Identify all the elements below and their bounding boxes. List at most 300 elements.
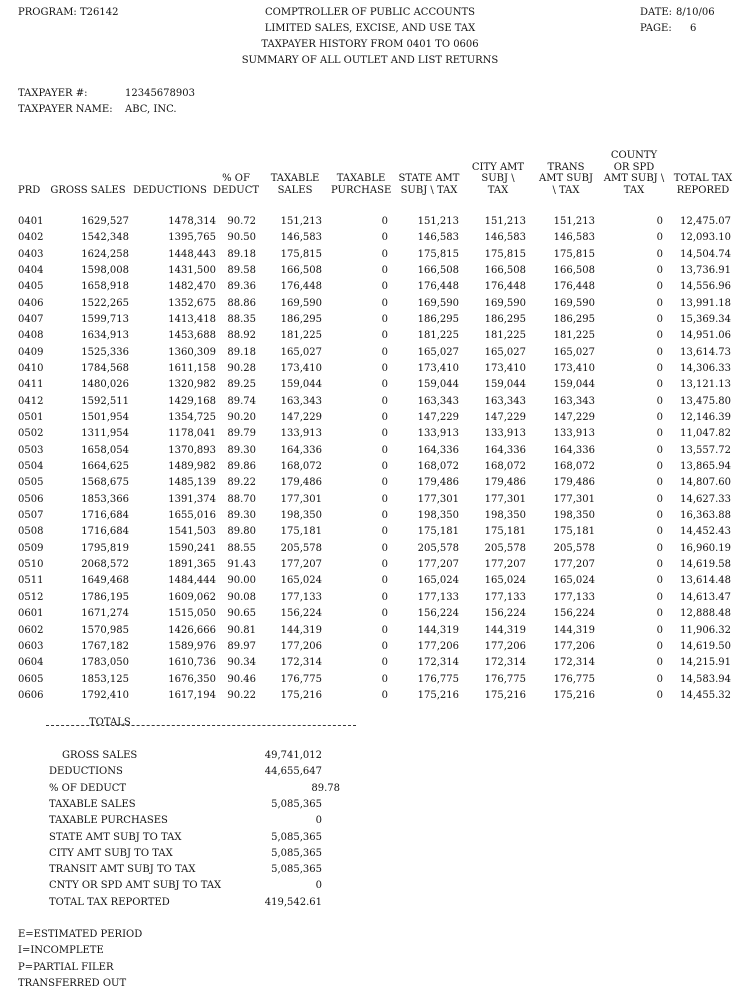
totals-value: 0 [315,880,322,892]
totals-row [0,797,740,813]
cell-total: 14,613.47 [680,591,731,603]
cell-purchase: 0 [381,412,388,424]
cell-state: 175,181 [417,526,459,538]
cell-gross: 1598,008 [81,265,129,277]
cell-trans: 169,590 [553,297,595,309]
cell-city: 177,207 [484,559,526,571]
totals-label: TOTAL TAX REPORTED [49,896,170,908]
cell-purchase: 0 [381,346,388,358]
cell-purchase: 0 [381,444,388,456]
cell-state: 166,508 [417,265,459,277]
cell-trans: 205,578 [553,542,595,554]
cell-state: 173,410 [417,363,459,375]
cell-prd: 0403 [18,248,44,260]
totals-label: TRANSIT AMT SUBJ TO TAX [49,864,196,876]
cell-prd: 0512 [18,591,44,603]
cell-purchase: 0 [381,493,388,505]
cell-state: 159,044 [417,379,459,391]
cell-county: 0 [656,363,663,375]
cell-city: 186,295 [484,314,526,326]
cell-ded: 1431,500 [168,265,216,277]
cell-prd: 0410 [18,363,44,375]
table-row [0,688,740,704]
cell-trans: 163,343 [553,395,595,407]
cell-gross: 1664,625 [81,461,129,473]
cell-state: 177,207 [417,559,459,571]
cell-taxable: 166,508 [280,265,322,277]
cell-total: 14,215.91 [680,657,731,669]
cell-prd: 0507 [18,510,44,522]
cell-city: 151,213 [484,216,526,227]
cell-total: 14,452.43 [680,526,731,538]
cell-county: 0 [656,526,663,538]
cell-taxable: 175,181 [280,526,322,538]
cell-city: 175,815 [484,248,526,260]
legend-item: TRANSFERRED OUT [18,978,127,990]
table-row [0,475,740,491]
cell-gross: 1716,684 [81,526,129,538]
cell-pct: 89.18 [227,248,256,260]
cell-taxable: 133,913 [280,428,322,440]
cell-city: 176,775 [484,673,526,685]
col-header-purchase: PURCHASE [331,184,392,196]
cell-taxable: 176,448 [280,281,322,293]
cell-ded: 1395,765 [168,232,216,244]
table-row [0,573,740,589]
cell-gross: 1599,713 [81,314,129,326]
cell-ded: 1391,374 [168,493,216,505]
cell-gross: 1570,985 [81,624,129,636]
table-row [0,312,740,328]
totals-label: GROSS SALES [62,750,138,761]
cell-total: 12,475.07 [680,216,731,227]
cell-prd: 0509 [18,542,44,554]
cell-trans: 133,913 [553,428,595,440]
cell-taxable: 205,578 [280,542,322,554]
cell-county: 0 [656,379,663,391]
totals-row [0,878,740,894]
taxpayer-number-value: 12345678903 [125,88,195,99]
cell-taxable: 151,213 [280,216,322,227]
taxpayer-name-label: TAXPAYER NAME: [18,104,113,115]
cell-gross: 1525,336 [81,346,129,358]
cell-pct: 89.79 [227,428,256,440]
table-row [0,230,740,246]
col-header-taxable: TAXABLE [270,173,320,184]
col-header-city: SUBJ \ [481,173,515,184]
cell-taxable: 176,775 [280,673,322,685]
cell-trans: 168,072 [553,461,595,473]
legend-item: I=INCOMPLETE [18,945,104,957]
cell-gross: 2068,572 [81,559,129,571]
cell-city: 169,590 [484,297,526,309]
cell-gross: 1480,026 [81,379,129,391]
cell-ded: 1178,041 [168,428,216,440]
cell-state: 179,486 [417,477,459,489]
cell-ded: 1352,675 [168,297,216,309]
cell-pct: 90.34 [227,657,256,669]
cell-state: 177,206 [417,640,459,652]
cell-ded: 1413,418 [168,314,216,326]
cell-trans: 179,486 [553,477,595,489]
cell-city: 175,216 [484,689,526,701]
table-row [0,623,740,639]
cell-trans: 198,350 [553,510,595,522]
program-label: PROGRAM: [18,7,77,18]
table-row [0,345,740,361]
cell-state: 164,336 [417,444,459,456]
totals-row [0,748,740,764]
table-row [0,606,740,622]
cell-pct: 91.43 [227,559,256,571]
table-row [0,410,740,426]
cell-trans: 186,295 [553,314,595,326]
cell-taxable: 146,583 [280,232,322,244]
cell-taxable: 177,133 [280,591,322,603]
cell-taxable: 177,301 [280,493,322,505]
cell-county: 0 [656,314,663,326]
cell-prd: 0605 [18,673,44,685]
cell-state: 147,229 [417,412,459,424]
cell-purchase: 0 [381,640,388,652]
cell-purchase: 0 [381,624,388,636]
cell-state: 144,319 [417,624,459,636]
col-header-pct: % OF [222,173,250,184]
totals-value: 419,542.61 [264,896,322,908]
col-header-gross: GROSS SALES [50,184,126,196]
legend-item: P=PARTIAL FILER [18,961,114,973]
cell-city: 181,225 [484,330,526,342]
cell-county: 0 [656,297,663,309]
cell-prd: 0501 [18,412,44,424]
cell-ded: 1589,976 [168,640,216,652]
cell-prd: 0406 [18,297,44,309]
cell-total: 16,363.88 [680,510,731,522]
cell-ded: 1515,050 [168,608,216,620]
cell-prd: 0602 [18,624,44,636]
cell-city: 165,027 [484,346,526,358]
cell-county: 0 [656,346,663,358]
cell-trans: 147,229 [553,412,595,424]
cell-gross: 1786,195 [81,591,129,603]
cell-state: 163,343 [417,395,459,407]
cell-prd: 0408 [18,330,44,342]
cell-trans: 177,207 [553,559,595,571]
cell-prd: 0601 [18,608,44,620]
cell-trans: 177,206 [553,640,595,652]
cell-state: 156,224 [417,608,459,620]
cell-state: 198,350 [417,510,459,522]
table-row [0,394,740,410]
cell-state: 177,301 [417,493,459,505]
cell-taxable: 168,072 [280,461,322,473]
cell-prd: 0404 [18,265,44,277]
cell-pct: 89.30 [227,444,256,456]
cell-ded: 1617,194 [168,689,216,701]
totals-label: TAXABLE SALES [49,798,136,810]
cell-county: 0 [656,640,663,652]
totals-title: TOTALS [89,717,131,728]
cell-purchase: 0 [381,591,388,603]
cell-total: 14,583.94 [680,673,731,685]
totals-value: 5,085,365 [271,864,322,876]
totals-row [0,895,740,911]
cell-pct: 90.28 [227,363,256,375]
table-row [0,557,740,573]
cell-purchase: 0 [381,526,388,538]
table-row [0,459,740,475]
cell-county: 0 [656,510,663,522]
totals-row [0,846,740,862]
cell-prd: 0504 [18,461,44,473]
cell-pct: 89.18 [227,346,256,358]
cell-city: 175,181 [484,526,526,538]
cell-state: 172,314 [417,657,459,669]
cell-pct: 88.55 [227,542,256,554]
cell-county: 0 [656,559,663,571]
col-header-ded: DEDUCTIONS [133,184,207,196]
cell-prd: 0412 [18,395,44,407]
cell-taxable: 179,486 [280,477,322,489]
cell-ded: 1478,314 [168,216,216,227]
page-label: PAGE: [640,23,672,34]
totals-label: DEDUCTIONS [49,766,123,778]
table-row [0,443,740,459]
table-row [0,377,740,393]
cell-county: 0 [656,395,663,407]
totals-value: 44,655,647 [264,766,322,778]
cell-ded: 1610,736 [168,657,216,669]
cell-state: 205,578 [417,542,459,554]
cell-prd: 0411 [18,379,44,391]
cell-prd: 0510 [18,559,44,571]
cell-ded: 1484,444 [168,575,216,587]
cell-taxable: 169,590 [280,297,322,309]
cell-taxable: 175,815 [280,248,322,260]
cell-state: 175,815 [417,248,459,260]
cell-city: 159,044 [484,379,526,391]
table-row [0,524,740,540]
cell-gross: 1629,527 [81,216,129,227]
col-header-state: SUBJ \ TAX [400,184,458,196]
cell-state: 168,072 [417,461,459,473]
cell-total: 14,455.32 [680,689,731,701]
cell-pct: 90.08 [227,591,256,603]
cell-gross: 1649,468 [81,575,129,587]
cell-county: 0 [656,575,663,587]
cell-trans: 165,024 [553,575,595,587]
col-header-trans: AMT SUBJ [539,173,593,184]
table-row [0,214,740,230]
cell-county: 0 [656,673,663,685]
cell-trans: 166,508 [553,265,595,277]
cell-gross: 1634,913 [81,330,129,342]
cell-pct: 89.97 [227,640,256,652]
cell-prd: 0508 [18,526,44,538]
cell-prd: 0502 [18,428,44,440]
cell-pct: 89.30 [227,510,256,522]
cell-trans: 176,775 [553,673,595,685]
cell-pct: 89.86 [227,461,256,473]
cell-purchase: 0 [381,428,388,440]
cell-ded: 1541,503 [168,526,216,538]
cell-prd: 0511 [18,575,44,587]
cell-prd: 0506 [18,493,44,505]
cell-taxable: 164,336 [280,444,322,456]
cell-county: 0 [656,281,663,293]
col-header-trans: TRANS [547,161,585,173]
cell-purchase: 0 [381,510,388,522]
cell-gross: 1542,348 [81,232,129,244]
cell-pct: 90.20 [227,412,256,424]
cell-gross: 1624,258 [81,248,129,260]
cell-trans: 177,133 [553,591,595,603]
cell-purchase: 0 [381,559,388,571]
cell-city: 144,319 [484,624,526,636]
cell-ded: 1360,309 [168,346,216,358]
cell-gross: 1568,675 [81,477,129,489]
cell-state: 186,295 [417,314,459,326]
cell-trans: 159,044 [553,379,595,391]
cell-ded: 1453,688 [168,330,216,342]
cell-trans: 165,027 [553,346,595,358]
cell-county: 0 [656,608,663,620]
cell-pct: 89.22 [227,477,256,489]
cell-taxable: 181,225 [280,330,322,342]
cell-county: 0 [656,412,663,424]
cell-ded: 1609,062 [168,591,216,603]
cell-trans: 176,448 [553,281,595,293]
page-value: 6 [690,23,697,34]
col-header-taxable: SALES [277,184,313,196]
cell-total: 12,146.39 [680,412,731,424]
cell-purchase: 0 [381,379,388,391]
cell-ded: 1676,350 [168,673,216,685]
cell-state: 165,027 [417,346,459,358]
col-header-county: TAX [623,184,645,196]
cell-trans: 151,213 [553,216,595,227]
cell-state: 181,225 [417,330,459,342]
date-label: DATE: [640,7,673,18]
table-row [0,247,740,263]
cell-ded: 1354,725 [168,412,216,424]
totals-value: 5,085,365 [271,798,322,810]
cell-pct: 89.25 [227,379,256,391]
cell-ded: 1655,016 [168,510,216,522]
program-value: T26142 [80,7,119,18]
cell-county: 0 [656,265,663,277]
cell-county: 0 [656,493,663,505]
table-row [0,296,740,312]
cell-ded: 1482,470 [168,281,216,293]
cell-total: 14,951.06 [680,330,731,342]
cell-total: 13,557.72 [680,444,731,456]
cell-state: 177,133 [417,591,459,603]
cell-taxable: 147,229 [280,412,322,424]
cell-purchase: 0 [381,281,388,293]
cell-taxable: 198,350 [280,510,322,522]
report-title-3: TAXPAYER HISTORY FROM 0401 TO 0606 [261,39,479,50]
totals-row [0,781,740,797]
cell-ded: 1320,982 [168,379,216,391]
cell-pct: 88.86 [227,297,256,309]
cell-city: 198,350 [484,510,526,522]
table-row [0,672,740,688]
cell-total: 12,888.48 [680,608,731,620]
totals-value: 5,085,365 [271,847,322,859]
col-header-total: REPORED [676,184,730,196]
totals-label: CITY AMT SUBJ TO TAX [49,847,173,859]
cell-gross: 1795,819 [81,542,129,554]
cell-taxable: 144,319 [280,624,322,636]
cell-purchase: 0 [381,248,388,260]
totals-label: STATE AMT SUBJ TO TAX [49,831,182,843]
cell-county: 0 [656,428,663,440]
cell-total: 13,121.13 [680,379,731,391]
col-header-pct: DEDUCT [212,184,260,196]
cell-purchase: 0 [381,657,388,669]
cell-pct: 88.70 [227,493,256,505]
cell-state: 169,590 [417,297,459,309]
cell-prd: 0409 [18,346,44,358]
cell-taxable: 165,024 [280,575,322,587]
cell-purchase: 0 [381,608,388,620]
cell-prd: 0402 [18,232,44,244]
cell-purchase: 0 [381,673,388,685]
cell-gross: 1671,274 [81,608,129,620]
totals-row [0,813,740,829]
cell-pct: 90.81 [227,624,256,636]
cell-taxable: 173,410 [280,363,322,375]
cell-pct: 88.92 [227,330,256,342]
cell-pct: 90.22 [227,689,256,701]
table-row [0,590,740,606]
cell-purchase: 0 [381,265,388,277]
cell-county: 0 [656,232,663,244]
cell-total: 13,614.73 [680,346,731,358]
cell-gross: 1716,684 [81,510,129,522]
col-header-city: TAX [487,184,509,196]
cell-state: 165,024 [417,575,459,587]
cell-city: 156,224 [484,608,526,620]
cell-city: 177,206 [484,640,526,652]
table-row [0,361,740,377]
cell-gross: 1592,511 [81,395,129,407]
date-value: 8/10/06 [676,7,715,18]
cell-taxable: 159,044 [280,379,322,391]
cell-total: 14,619.50 [680,640,731,652]
cell-total: 13,865.94 [680,461,731,473]
cell-prd: 0407 [18,314,44,326]
cell-city: 166,508 [484,265,526,277]
col-header-county: OR SPD [613,161,655,173]
report-title-4: SUMMARY OF ALL OUTLET AND LIST RETURNS [241,55,499,66]
cell-county: 0 [656,657,663,669]
totals-value: 49,741,012 [264,750,322,761]
col-header-state: STATE AMT [398,173,460,184]
cell-total: 13,475.80 [680,395,731,407]
cell-prd: 0503 [18,444,44,456]
cell-taxable: 177,207 [280,559,322,571]
cell-county: 0 [656,216,663,227]
cell-county: 0 [656,542,663,554]
cell-state: 175,216 [417,689,459,701]
taxpayer-name-value: ABC, INC. [125,104,177,115]
cell-trans: 172,314 [553,657,595,669]
col-header-city: CITY AMT [471,161,525,173]
cell-pct: 90.50 [227,232,256,244]
table-row [0,279,740,295]
